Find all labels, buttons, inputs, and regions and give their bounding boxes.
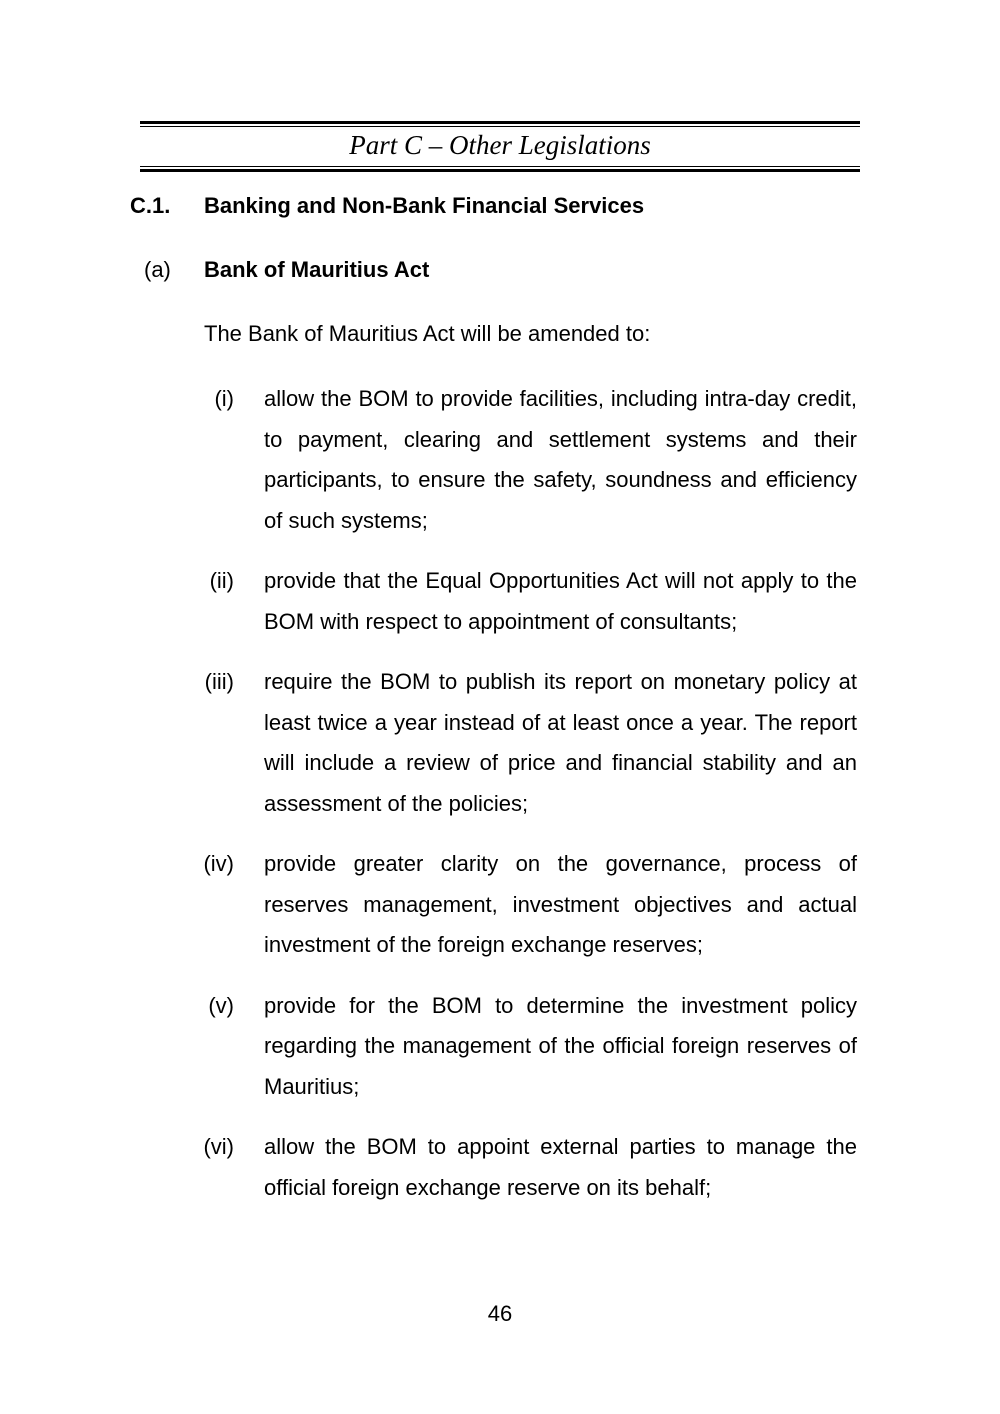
list-item-text: provide greater clarity on the governance, process of reserves management, investment objectives and actual investment of the foreign exchange reserves;: [264, 851, 857, 957]
list-item-number: (i): [214, 386, 234, 411]
list-item: [180, 844, 857, 966]
list-item-text: allow the BOM to appoint external parties to manage the official foreign exchange reserve on its behalf;: [264, 1134, 857, 1200]
header-rule-top: [140, 121, 860, 127]
list-item-number: (ii): [209, 568, 234, 593]
subsection-title: Bank of Mauritius Act: [204, 257, 430, 282]
header-rule-top-thick: [140, 121, 860, 124]
header-rule-bottom-thin: [140, 166, 860, 167]
list-item-number: (iii): [204, 669, 234, 694]
page-header-title: Part C – Other Legislations: [349, 130, 651, 160]
list-item: [180, 986, 857, 1108]
list-item: [180, 379, 857, 541]
subsection-number: (a): [144, 257, 171, 282]
list-item: [180, 1127, 857, 1208]
list-item: [180, 561, 857, 642]
section-number: C.1.: [130, 193, 171, 218]
list-item-text: provide that the Equal Opportunities Act will not apply to the BOM with respect to appointment of consultants;: [264, 568, 857, 634]
header-rule-top-thin: [140, 126, 860, 127]
header-rule-bottom-thick: [140, 169, 860, 172]
header-rule-bottom: [140, 166, 860, 172]
amendment-list: [180, 379, 857, 1228]
page-number: 46: [487, 1301, 513, 1326]
section-title: Banking and Non-Bank Financial Services: [204, 193, 645, 218]
list-item-text: require the BOM to publish its report on monetary policy at least twice a year instead of at least once a year. The report will include a review of price and financial stability and an assessment of the policies;: [264, 669, 857, 816]
list-item-number: (v): [208, 992, 234, 1018]
list-item-number: (vi): [203, 1134, 234, 1159]
list-item-number: (iv): [203, 851, 234, 876]
list-item: [180, 662, 857, 824]
list-item-text: allow the BOM to provide facilities, including intra-day credit, to payment, clearing and settlement systems and their participants, to ensure the safety, soundness and efficiency of such systems;: [264, 386, 857, 533]
list-item-text: provide for the BOM to determine the investment policy regarding the management of the official foreign reserves of Mauritius;: [264, 992, 857, 1099]
intro-paragraph: The Bank of Mauritius Act will be amended to:: [204, 321, 651, 346]
